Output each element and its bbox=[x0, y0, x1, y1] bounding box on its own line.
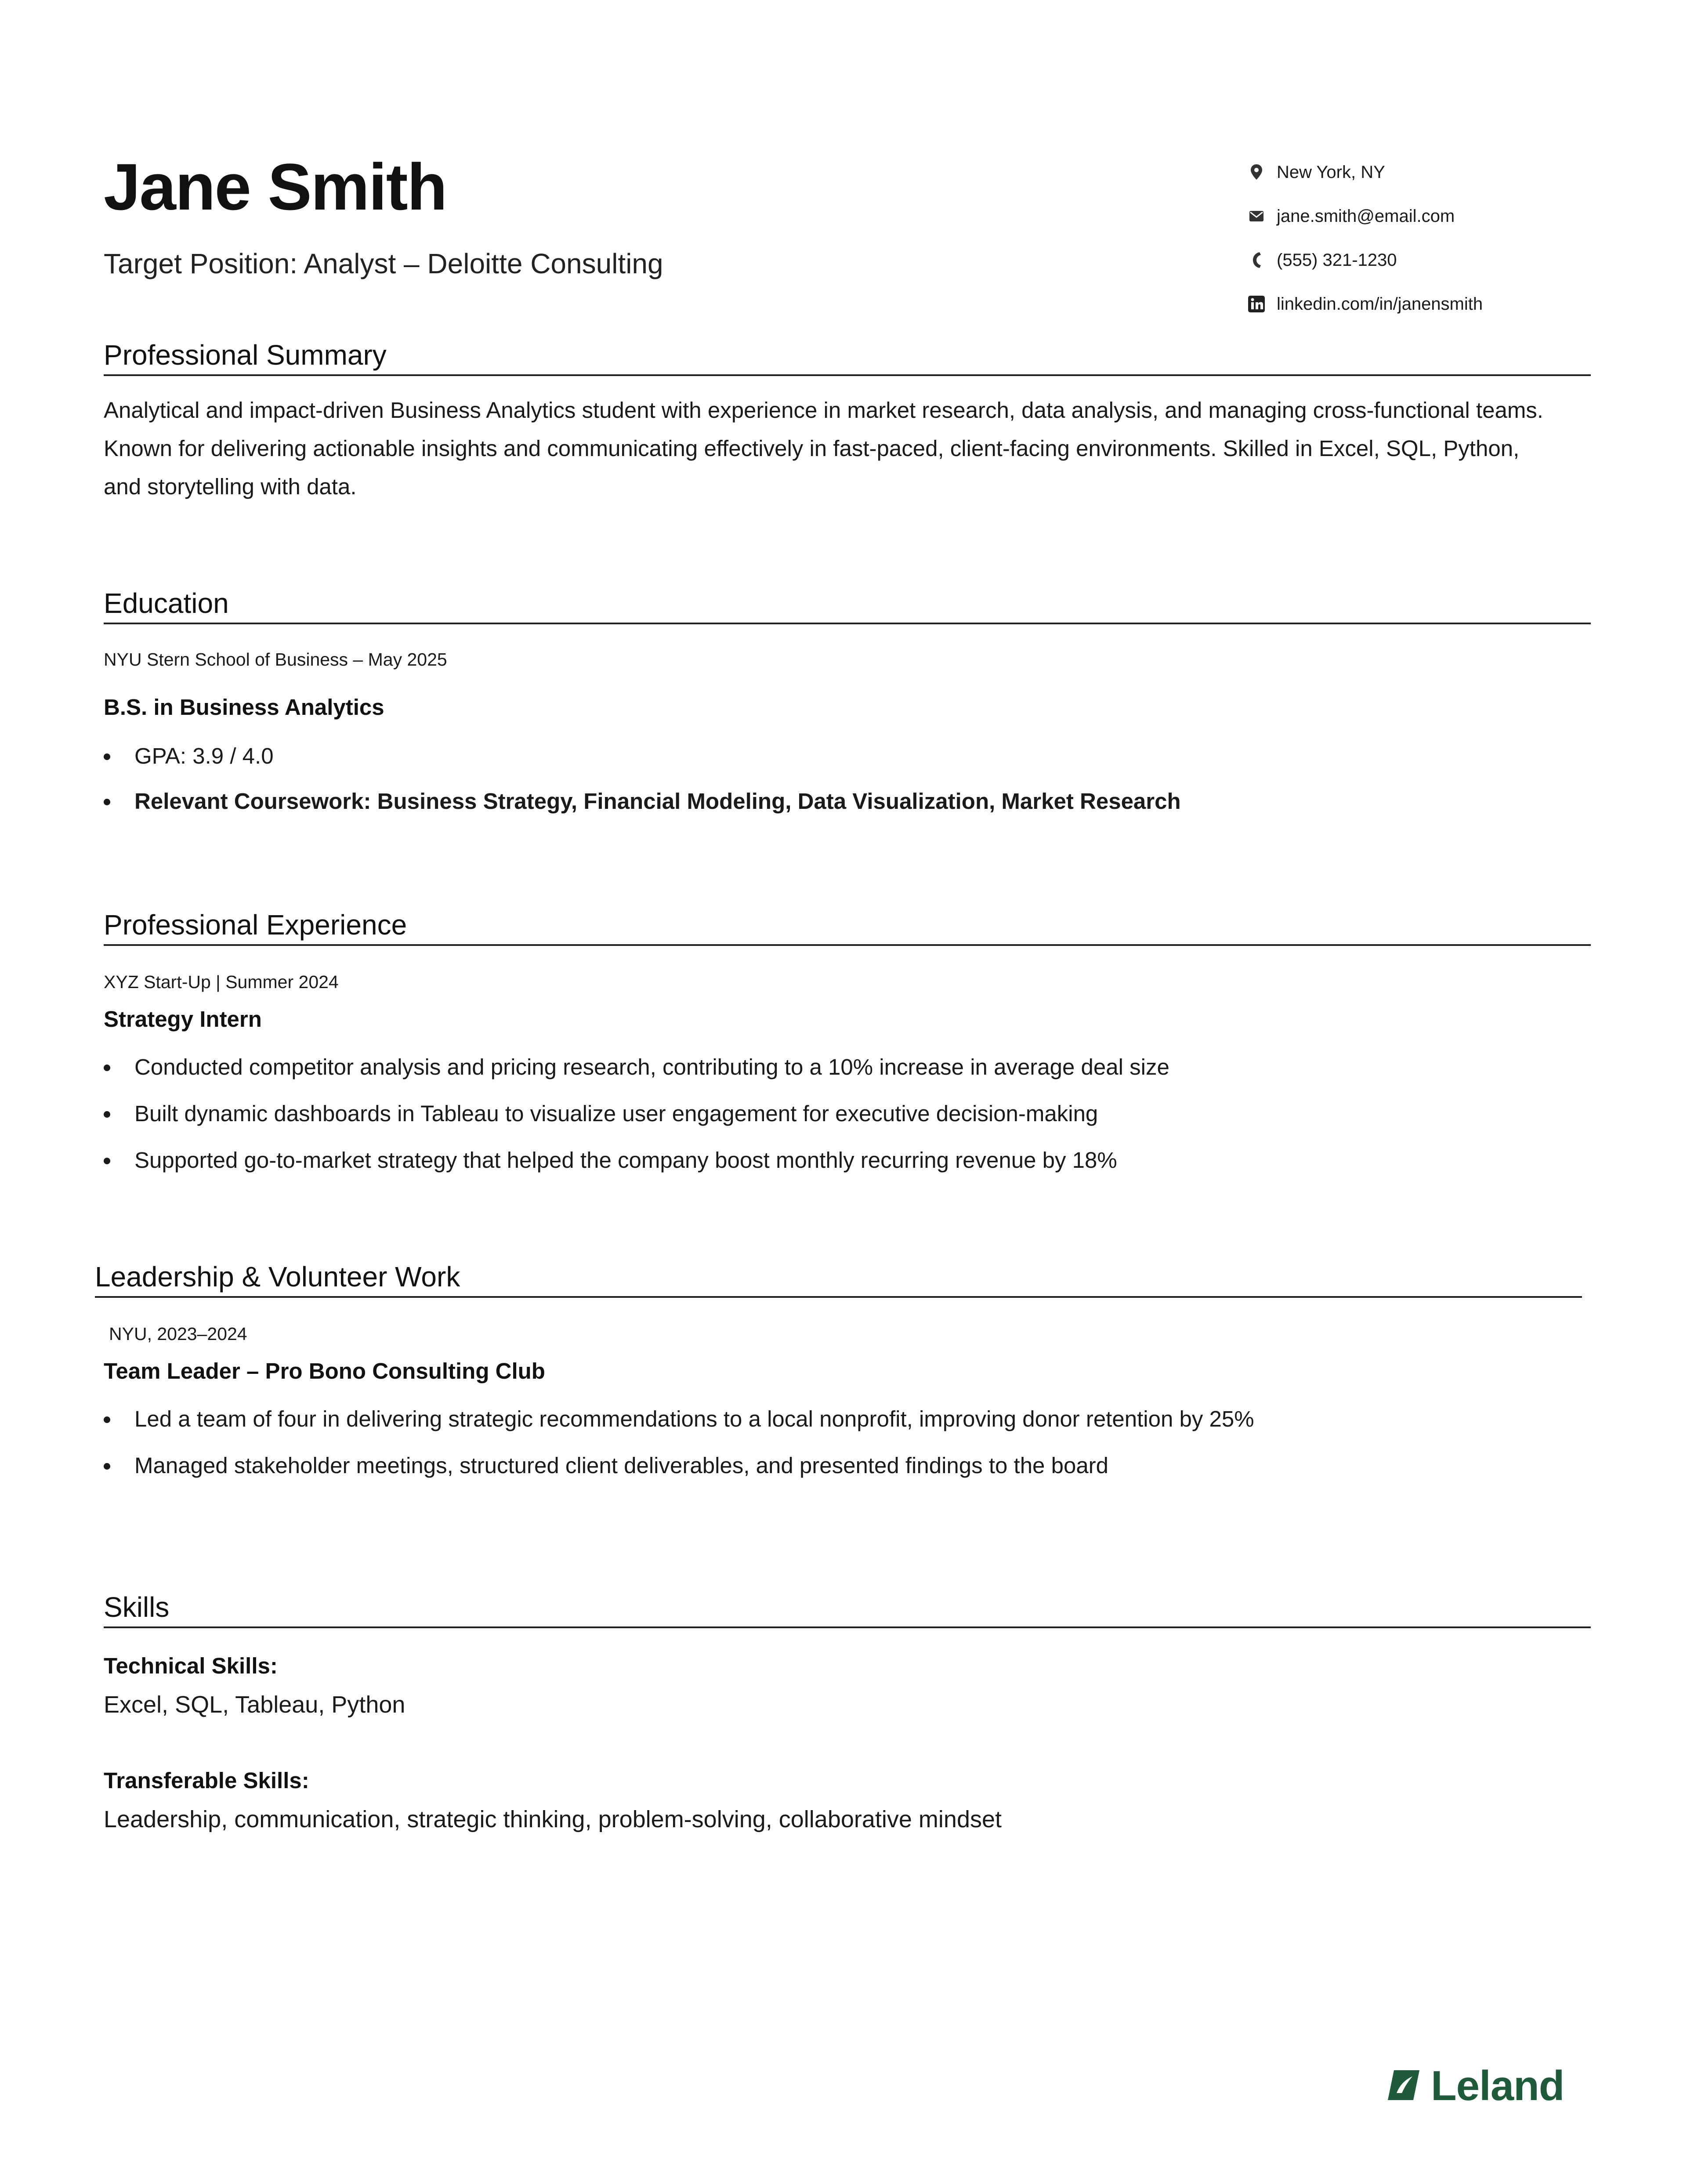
email-text[interactable]: jane.smith@email.com bbox=[1277, 206, 1455, 226]
education-section bbox=[104, 589, 1591, 812]
bullet-dot bbox=[104, 1065, 110, 1071]
education-school: NYU Stern School of Business – May 2025 bbox=[104, 649, 447, 670]
linkedin-icon bbox=[1248, 295, 1265, 313]
technical-skills-value: Excel, SQL, Tableau, Python bbox=[104, 1691, 405, 1718]
technical-skills-label: Technical Skills: bbox=[104, 1653, 278, 1678]
list-item bbox=[104, 1408, 1582, 1430]
list-item bbox=[104, 1102, 1591, 1125]
leadership-role: Team Leader – Pro Bono Consulting Club bbox=[104, 1358, 545, 1384]
location-text: New York, NY bbox=[1277, 162, 1385, 182]
leadership-title: Leadership & Volunteer Work bbox=[95, 1263, 1582, 1298]
contact-block bbox=[1248, 150, 1599, 326]
bullet-text: Conducted competitor analysis and pricing research, contributing to a 10% increase in average deal size bbox=[134, 1054, 1169, 1079]
summary-text bbox=[104, 391, 1591, 506]
summary-line: Analytical and impact-driven Business Analytics student with experience in market research, data analysis, and managing cross-functional teams. bbox=[104, 398, 1543, 423]
linkedin-text[interactable]: linkedin.com/in/janensmith bbox=[1277, 294, 1483, 314]
location-pin-icon bbox=[1248, 163, 1265, 181]
bullet-text: Led a team of four in delivering strategic recommendations to a local nonprofit, improving donor retention by 25% bbox=[134, 1406, 1254, 1431]
summary-line: and storytelling with data. bbox=[104, 474, 357, 499]
phone-text[interactable]: (555) 321-1230 bbox=[1277, 250, 1397, 270]
education-title: Education bbox=[104, 589, 1591, 624]
bullet-dot bbox=[104, 1158, 110, 1164]
bullet-text: Built dynamic dashboards in Tableau to visualize user engagement for executive decision-making bbox=[134, 1101, 1098, 1126]
bullet-dot bbox=[104, 753, 110, 760]
transferable-skills-value: Leadership, communication, strategic thinking, problem-solving, collaborative mindset bbox=[104, 1806, 1002, 1833]
candidate-name: Jane Smith bbox=[104, 150, 447, 224]
experience-bullets bbox=[104, 1056, 1591, 1171]
list-item bbox=[104, 1149, 1591, 1171]
leland-logo-icon bbox=[1386, 2068, 1421, 2104]
leland-wordmark: Leland bbox=[1431, 2062, 1564, 2109]
leland-logo bbox=[1386, 2062, 1564, 2109]
experience-company: XYZ Start-Up | Summer 2024 bbox=[104, 972, 339, 992]
bullet-text: GPA: 3.9 / 4.0 bbox=[134, 743, 274, 768]
education-degree: B.S. in Business Analytics bbox=[104, 695, 384, 720]
experience-title: Professional Experience bbox=[104, 911, 1591, 946]
experience-role: Strategy Intern bbox=[104, 1007, 262, 1032]
education-bullets bbox=[104, 745, 1591, 812]
list-item bbox=[104, 790, 1591, 812]
skills-section bbox=[104, 1593, 1591, 1831]
experience-section bbox=[104, 911, 1591, 1171]
summary-title: Professional Summary bbox=[104, 341, 1591, 376]
list-item bbox=[104, 745, 1591, 767]
transferable-skills-label: Transferable Skills: bbox=[104, 1768, 309, 1793]
bullet-text: Managed stakeholder meetings, structured client deliverables, and presented findings to the board bbox=[134, 1453, 1109, 1478]
contact-phone[interactable] bbox=[1248, 238, 1599, 282]
bullet-dot bbox=[104, 1463, 110, 1470]
bullet-text: Relevant Coursework: Business Strategy, Financial Modeling, Data Visualization, Market Research bbox=[134, 789, 1181, 814]
target-position: Target Position: Analyst – Deloitte Consulting bbox=[104, 248, 663, 279]
bullet-text: Supported go-to-market strategy that helped the company boost monthly recurring revenue by 18% bbox=[134, 1148, 1117, 1173]
contact-email[interactable] bbox=[1248, 194, 1599, 238]
bullet-dot bbox=[104, 799, 110, 805]
leadership-bullets bbox=[104, 1408, 1582, 1477]
bullet-dot bbox=[104, 1111, 110, 1118]
list-item bbox=[104, 1056, 1591, 1078]
contact-location bbox=[1248, 150, 1599, 194]
summary-section bbox=[104, 341, 1591, 506]
leadership-section bbox=[95, 1263, 1582, 1477]
list-item bbox=[104, 1454, 1582, 1477]
contact-linkedin[interactable] bbox=[1248, 282, 1599, 326]
phone-icon bbox=[1248, 251, 1265, 269]
summary-line: Known for delivering actionable insights and communicating effectively in fast-paced, client-facing environments. Skilled in Excel, SQL, Python, bbox=[104, 436, 1520, 461]
leadership-org: NYU, 2023–2024 bbox=[109, 1324, 247, 1344]
envelope-icon bbox=[1248, 207, 1265, 225]
skills-title: Skills bbox=[104, 1593, 1591, 1628]
bullet-dot bbox=[104, 1416, 110, 1423]
